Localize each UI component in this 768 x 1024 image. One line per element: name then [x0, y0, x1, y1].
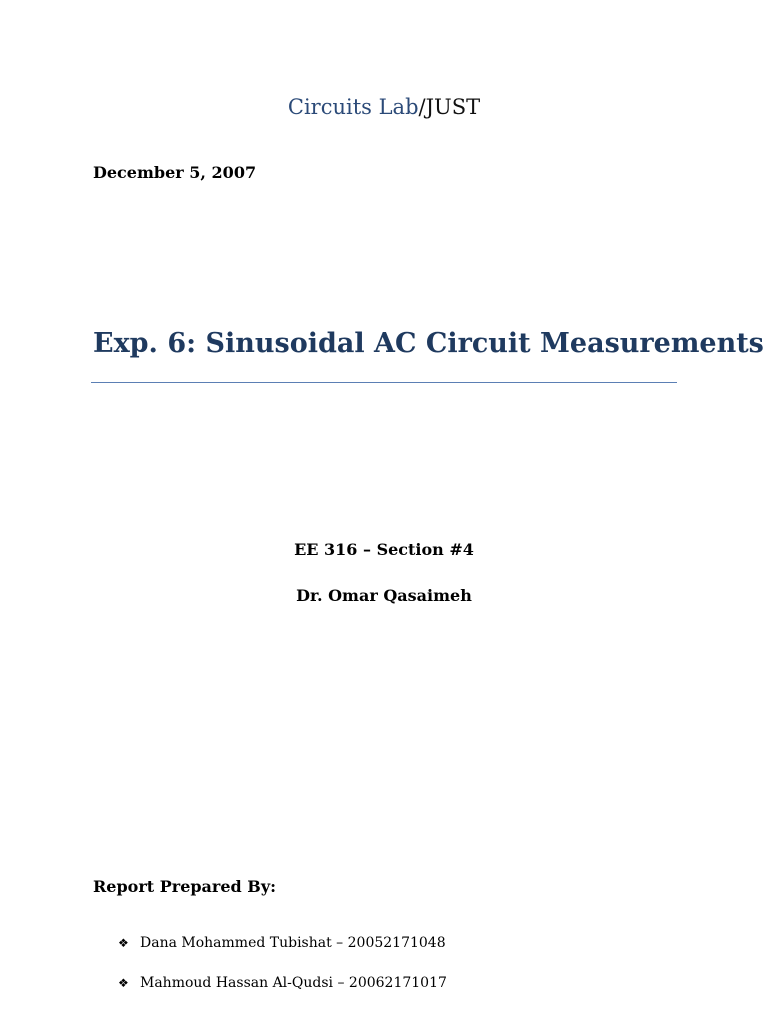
- diamond-bullet-icon: ❖: [118, 936, 129, 950]
- university-name: JUST: [425, 95, 481, 119]
- report-date: December 5, 2007: [93, 163, 257, 182]
- prepared-by-label: Report Prepared By:: [93, 877, 277, 896]
- lab-name: Circuits Lab: [287, 95, 419, 119]
- diamond-bullet-icon: ❖: [118, 976, 129, 990]
- list-item: [118, 972, 447, 994]
- list-item: [118, 932, 447, 954]
- instructor-name: Dr. Omar Qasaimeh: [296, 586, 472, 605]
- author-list: [118, 932, 447, 1012]
- course-section: EE 316 – Section #4: [294, 540, 474, 559]
- author-name: Dana Mohammed Tubishat – 20052171048: [140, 935, 446, 951]
- author-name: Mahmoud Hassan Al-Qudsi – 20062171017: [140, 975, 447, 991]
- experiment-title: Exp. 6: Sinusoidal AC Circuit Measurements: [93, 328, 764, 359]
- header-separator: /: [418, 95, 426, 119]
- title-divider: [91, 382, 677, 383]
- header-title: [0, 94, 768, 120]
